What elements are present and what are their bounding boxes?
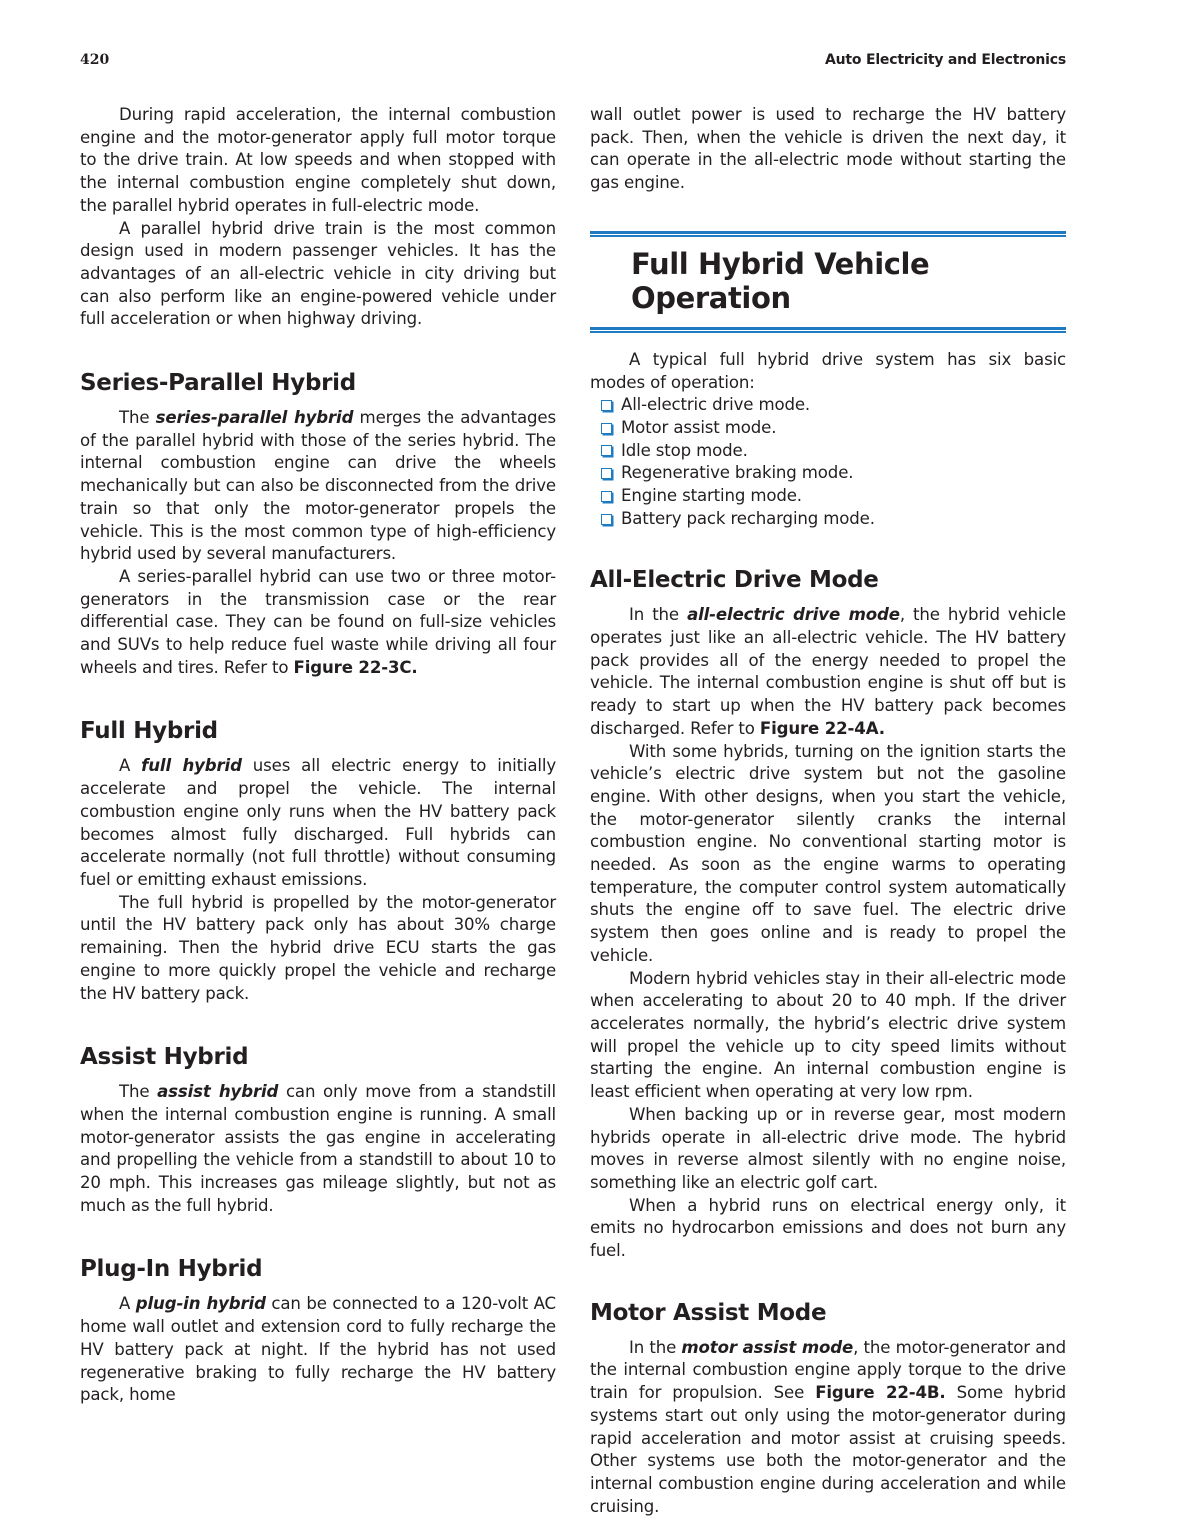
motor-assist-paragraph-1 — [590, 1337, 1066, 1518]
section-header-block — [590, 231, 1066, 331]
list-item — [601, 485, 1066, 508]
page-number: 420 — [80, 52, 110, 68]
running-head — [80, 52, 1066, 74]
all-electric-paragraph-5: When a hybrid runs on electrical energy only, it emits no hydrocarbon emissions and does not burn any fuel. — [590, 1195, 1066, 1261]
continuation-paragraph: wall outlet power is used to recharge the HV battery pack. Then, when the vehicle is driven the next day, it can operate in the all-electric mode without starting the gas engine. — [590, 105, 1066, 193]
heading-full-hybrid: Full Hybrid — [80, 718, 218, 745]
heading-all-electric-drive-mode: All-Electric Drive Mode — [590, 567, 879, 594]
key-term: full hybrid — [141, 756, 242, 776]
bottom-rule-divider — [590, 327, 1066, 331]
key-term: assist hybrid — [157, 1082, 279, 1102]
heading-plug-in-hybrid: Plug-In Hybrid — [80, 1256, 263, 1283]
text: can be connected to a 120-volt AC home wall outlet and extension cord to fully recharge the HV battery pack at night. If the hybrid has not used regenerative braking to fully recharge the HV battery pack, home — [80, 1294, 556, 1405]
text: A — [119, 1294, 136, 1314]
right-column — [590, 104, 1066, 1518]
list-item — [601, 394, 1066, 417]
text: Some hybrid systems start out only using the motor-generator during rapid acceleration and motor assist at cruising speeds. Other systems use both the motor-generator and the internal combustion engine during acceleration and while cruising. — [590, 1383, 1066, 1516]
list-item-label: Regenerative braking mode. — [621, 463, 854, 483]
text: A series-parallel hybrid can use two or three motor-generators in the transmission case or the rear differential case. They can be found on full-size vehicles and SUVs to help reduce fuel waste while driving all four wheels and tires. Refer to — [80, 566, 556, 677]
intro-paragraph-1: During rapid acceleration, the internal combustion engine and the motor-generator apply full motor torque to the drive train. At low speeds and when stopped with the internal combustion engine completely shut down, the parallel hybrid operates in full-electric mode. — [80, 105, 556, 215]
list-item — [601, 417, 1066, 440]
list-item-label: Motor assist mode. — [621, 417, 777, 437]
text: A — [119, 756, 142, 776]
figure-reference: Figure 22-4B. — [815, 1383, 946, 1403]
figure-reference: Figure 22-4A. — [759, 718, 885, 738]
heading-series-parallel: Series-Parallel Hybrid — [80, 370, 356, 397]
all-electric-paragraph-3: Modern hybrid vehicles stay in their all-electric mode when accelerating to about 20 to 40 mph. If the driver accelerates normally, the hybrid’s electric drive system will propel the vehicle up to city speed limits without starting the engine. An internal combustion engine is least efficient when operating at very low rpm. — [590, 968, 1066, 1102]
text: , the motor-generator and the internal combustion engine apply torque to the drive train for propulsion. See — [590, 1337, 1067, 1403]
list-item-label: Battery pack recharging mode. — [621, 508, 875, 528]
all-electric-paragraph-1 — [590, 604, 1066, 740]
assist-hybrid-paragraph-1 — [80, 1081, 556, 1217]
list-item-label: All-electric drive mode. — [621, 395, 811, 415]
modes-list — [590, 394, 1066, 530]
series-parallel-paragraph-1 — [80, 407, 556, 566]
list-item — [601, 508, 1066, 531]
text: In the — [629, 1337, 682, 1357]
all-electric-paragraph-2: With some hybrids, turning on the ignition starts the vehicle’s electric drive system but not the gasoline engine. With other designs, when you start the vehicle, the motor-generator silently cranks the internal combustion engine. No conventional starting motor is needed. As soon as the engine warms to operating temperature, the computer control system automatically shuts the engine off to save fuel. The electric drive system then goes online and is ready to propel the vehicle. — [590, 741, 1066, 965]
full-hybrid-paragraph-2: The full hybrid is propelled by the motor-generator until the HV battery pack only has about 30% charge remaining. Then the hybrid drive ECU starts the gas engine to more quickly propel the vehicle and recharge the HV battery pack. — [80, 892, 556, 1003]
series-parallel-paragraph-2 — [80, 566, 556, 680]
intro-paragraph-2: A parallel hybrid drive train is the most common design used in modern passenger vehicles. It has the advantages of an all-electric vehicle in city driving but can also perform like an engine-powered vehicle under full acceleration or when highway driving. — [80, 218, 556, 329]
key-term: series-parallel hybrid — [155, 408, 354, 428]
list-item — [601, 440, 1066, 463]
checkbox-bullet-icon — [601, 468, 612, 479]
list-item-label: Idle stop mode. — [621, 440, 748, 460]
checkbox-bullet-icon — [601, 491, 612, 502]
text: The — [119, 1082, 158, 1102]
left-column — [80, 104, 556, 1407]
key-term: plug-in hybrid — [135, 1294, 266, 1314]
figure-reference: Figure 22-3C. — [293, 657, 418, 677]
modes-intro-paragraph: A typical full hybrid drive system has six basic modes of operation: — [590, 349, 1066, 392]
section-title: Full Hybrid Vehicle Operation — [631, 246, 930, 315]
book-title: Auto Electricity and Electronics — [824, 52, 1066, 68]
list-item — [601, 462, 1066, 485]
heading-assist-hybrid: Assist Hybrid — [80, 1044, 249, 1071]
key-term: motor assist mode — [681, 1337, 854, 1357]
text: can only move from a standstill when the internal combustion engine is running. A small motor-generator assists the gas engine in accelerating and propelling the vehicle from a standstill to about 10 to 20 mph. This increases gas mileage slightly, but not as much as the full hybrid. — [80, 1082, 556, 1215]
all-electric-paragraph-4: When backing up or in reverse gear, most modern hybrids operate in all-electric drive mode. The hybrid moves in reverse almost silently with no engine noise, something like an electric golf cart. — [590, 1104, 1066, 1192]
heading-motor-assist-mode: Motor Assist Mode — [590, 1299, 827, 1326]
text: In the — [629, 605, 688, 625]
key-term: all-electric drive mode — [687, 605, 900, 625]
full-hybrid-paragraph-1 — [80, 755, 556, 891]
list-item-label: Engine starting mode. — [621, 485, 802, 505]
text: The — [119, 408, 156, 428]
checkbox-bullet-icon — [601, 423, 612, 434]
text: , the hybrid vehicle operates just like an all-electric vehicle. The HV battery pack provides all of the energy needed to propel the vehicle. The internal combustion engine is shut off but is ready to start up when the HV battery pack becomes discharged. Refer to — [590, 605, 1066, 738]
text: merges the advantages of the parallel hybrid with those of the series hybrid. The internal combustion engine can drive the wheels mechanically but can also be disconnected from the drive train so that only the motor-generator propels the vehicle. This is the most common type of high-efficiency hybrid used by several manufacturers. — [80, 408, 556, 564]
checkbox-bullet-icon — [601, 445, 612, 456]
plug-in-hybrid-paragraph-1 — [80, 1293, 556, 1407]
checkbox-bullet-icon — [601, 400, 612, 411]
checkbox-bullet-icon — [601, 514, 612, 525]
text: uses all electric energy to initially accelerate and propel the vehicle. The internal combustion engine only runs when the HV battery pack becomes almost fully discharged. Full hybrids can accelerate normally (not full throttle) without consuming fuel or emitting exhaust emissions. — [80, 756, 556, 889]
